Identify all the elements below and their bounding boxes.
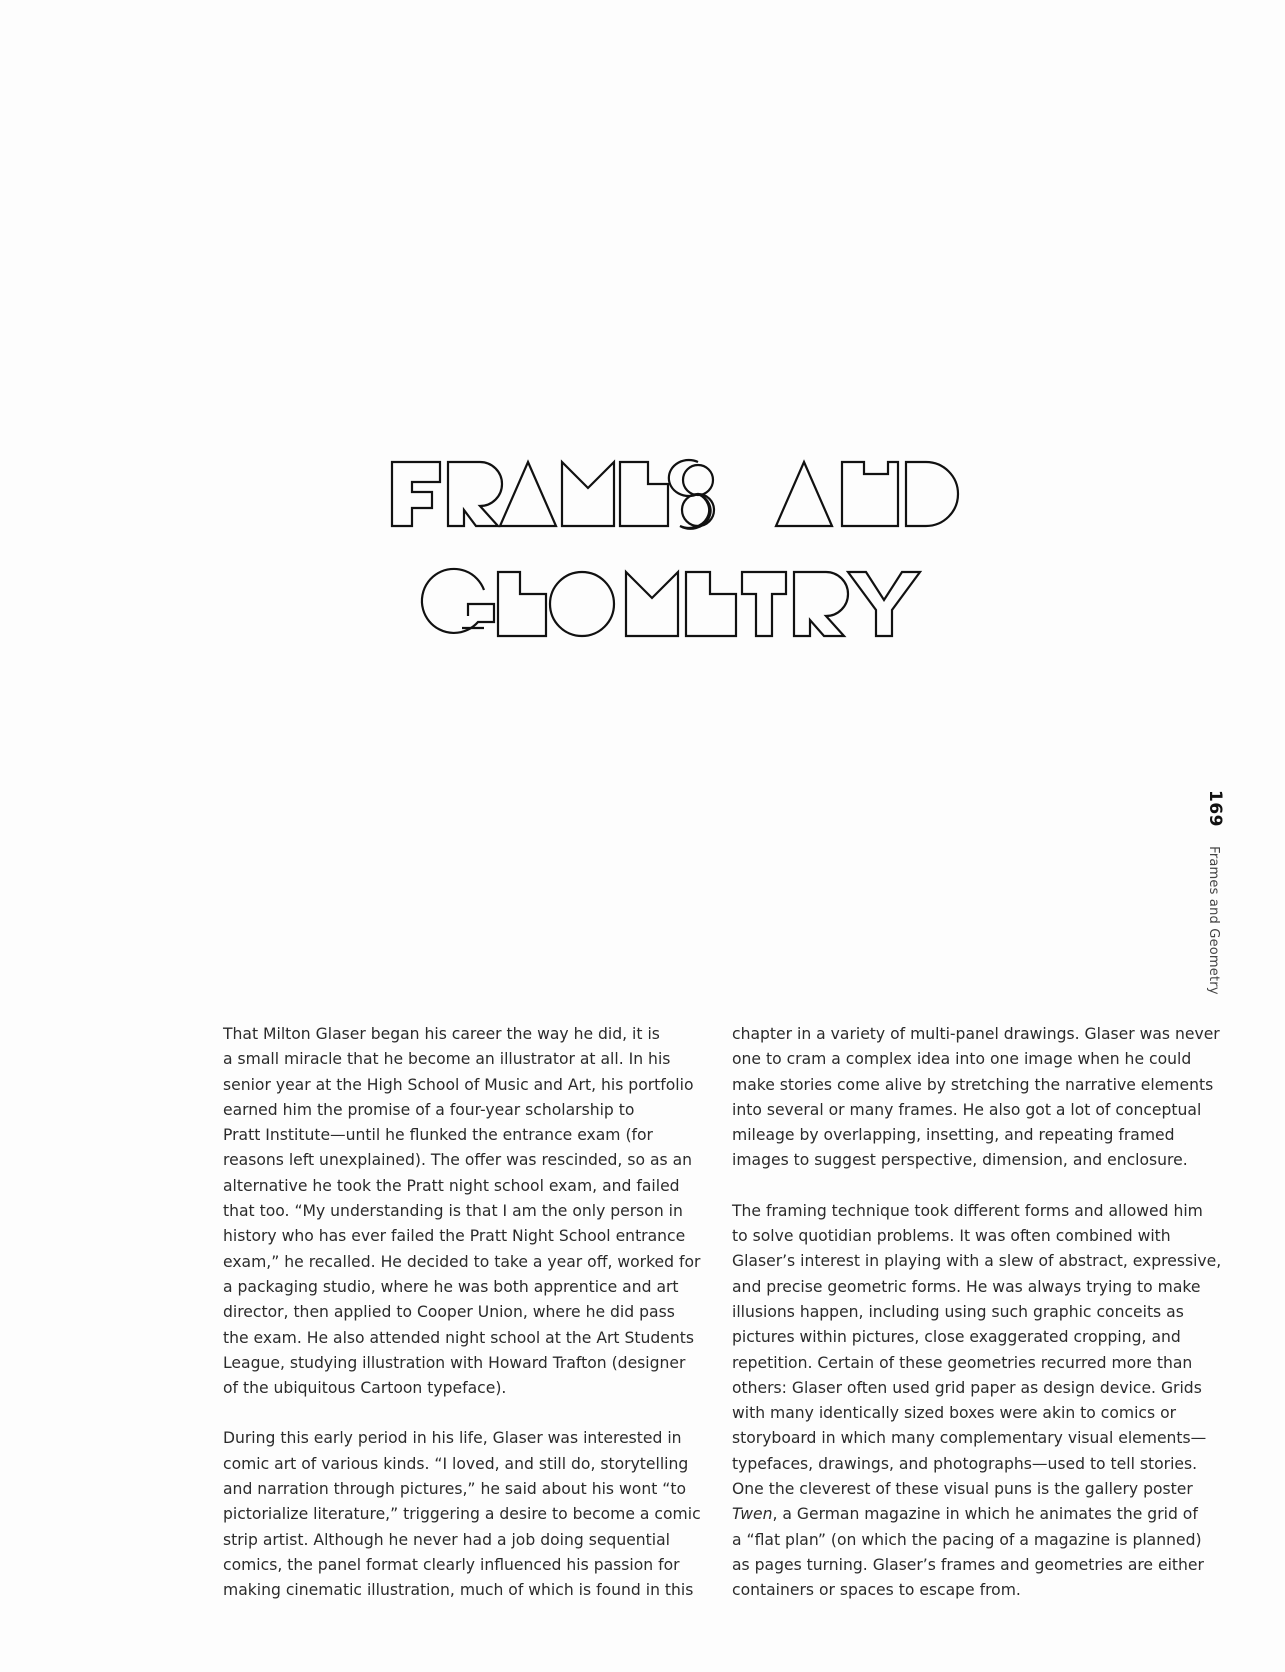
- geometric-title-lettering: [380, 450, 1040, 660]
- paragraph: The framing technique took different forms and allowed him to solve quotidian problems. It was often combined with Glaser’s interest in playing with a slew of abstract, expressive, and precise geometric forms. He was always trying to make illusions happen, including using such graphic conceits as pictures within pictures, close exaggerated cropping, and repetition. Certain of these geometries recurred more than others: Glaser often used grid paper as design device. Grids with many identically sized boxes were akin to comics or storyboard in which many complementary visual elements— typefaces, drawings, and photographs—used to tell stories. One the cleverest of these visual puns is the gallery poster Twen, a German magazine in which he animates the grid of a “flat plan” (on which the pacing of a magazine is planned) as pages turning. Glaser’s frames and geometries are either containers or spaces to escape from.: [732, 1201, 1222, 1600]
- left-text-column: [223, 1022, 701, 1629]
- magazine-title: Twen: [732, 1505, 773, 1524]
- paragraph: That Milton Glaser began his career the way he did, it is a small miracle that he become an illustrator at all. In his senior year at the High School of Music and Art, his portfolio earned him the promise of a four-year scholarship to Pratt Institute—until he flunked the entrance exam (for reasons left unexplained). The offer was rescinded, so as an alternative he took the Pratt night school exam, and failed that too. “My understanding is that I am the only person in history who has ever failed the Pratt Night School entrance exam,” he recalled. He decided to take a year off, worked for a packaging studio, where he was both apprentice and art director, then applied to Cooper Union, where he did pass the exam. He also attended night school at the Art Students League, studying illustration with Howard Trafton (designer of the ubiquitous Cartoon typeface).: [223, 1025, 701, 1398]
- running-head: [1205, 790, 1225, 995]
- paragraph: During this early period in his life, Glaser was interested in comic art of various kinds. “I loved, and still do, storytelling and narration through pictures,” he said about his wont “to pictorialize literature,” triggering a desire to become a comic strip artist. Although he never had a job doing sequential comics, the panel format clearly influenced his passion for making cinematic illustration, much of which is found in this: [223, 1429, 701, 1600]
- page-number: 169: [1205, 790, 1225, 827]
- text-line-with-italic-title: Twen, a German magazine in which he animates the grid of: [732, 1505, 1198, 1524]
- chapter-title: [380, 450, 1040, 660]
- paragraph: chapter in a variety of multi-panel drawings. Glaser was never one to cram a complex idea into one image when he could make stories come alive by stretching the narrative elements into several or many frames. He also got a lot of conceptual mileage by overlapping, insetting, and repeating framed images to suggest perspective, dimension, and enclosure.: [732, 1025, 1220, 1170]
- running-section-title: Frames and Geometry: [1206, 846, 1221, 995]
- right-text-column: [732, 1022, 1222, 1629]
